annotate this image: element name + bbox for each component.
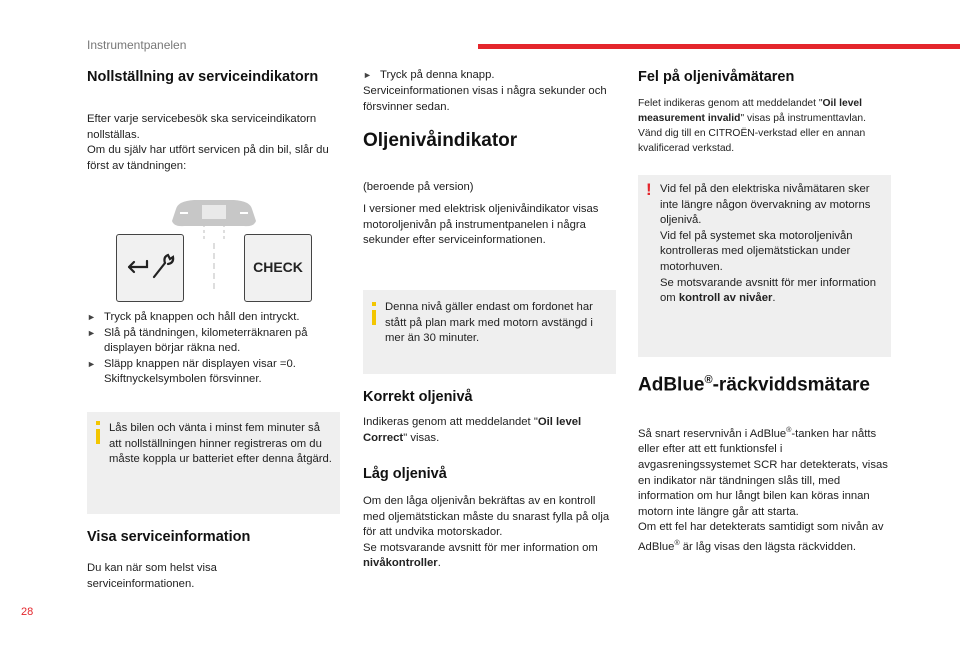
wrench-return-icon (117, 235, 183, 301)
info-icon (96, 429, 100, 444)
header-accent-bar (478, 44, 960, 49)
oil-version-note: (beroende på version) (363, 181, 474, 193)
fault-warning-box (638, 175, 891, 357)
step-bullet-icon: ► (87, 327, 96, 338)
low-level-title: Låg oljenivå (363, 466, 447, 482)
display-title: Visa serviceinformation (87, 529, 251, 545)
low-level-body (363, 494, 619, 572)
oil-note-text: Denna nivå gäller endast om fordonet har stått på plan mark med motorn avstängd i mer än 30 minuter. (385, 301, 593, 345)
adblue-paragraph-1: Så snart reservnivån i AdBlue®-tanken har nåtts eller efter att ett funktionsfel i avgasreningssystemet SCR har detekterats, visas en indikator när tändningen slås till, med information om hur långt bilen kan köras innan motorn inte längre går att starta. (638, 427, 888, 518)
fault-warning-reference: Se motsvarande avsnitt för mer information om kontroll av nivåer. (660, 276, 876, 305)
display-steps (363, 68, 613, 84)
fault-warning-line-1: Vid fel på den elektriska nivåmätaren sker inte längre någon övervakning av motorns oljenivå. (660, 183, 871, 227)
fault-warning-text (660, 182, 886, 307)
reset-step-2: ► Slå på tändningen, kilometerräknaren på displayen börjar räkna ned. (87, 326, 308, 355)
service-reset-button (116, 234, 184, 302)
reset-intro-line-1: Efter varje servicebesök ska serviceindikatorn nollställas. (87, 113, 317, 141)
correct-level-text: Indikeras genom att meddelandet "Oil level Correct" visas. (363, 416, 582, 444)
reset-intro (87, 112, 342, 174)
display-after-steps: Serviceinformationen visas i några sekunder och försvinner sedan. (363, 85, 607, 113)
reset-step-1: ► Tryck på knappen och håll den intryckt. (87, 310, 337, 326)
step-bullet-icon: ► (87, 358, 96, 369)
step-bullet-icon: ► (363, 70, 372, 80)
low-level-text: Om den låga oljenivån bekräftas av en kontroll med oljemätstickan måste du snarast fylla på olja för att undvika motorskador. (363, 495, 610, 539)
reset-note-text: Lås bilen och vänta i minst fem minuter så att nollställningen hinner registreras om du måste koppla ur batteriet efter denna åtgärd. (109, 422, 332, 466)
section-header: Instrumentpanelen (87, 38, 187, 52)
check-label: CHECK (253, 259, 303, 275)
info-icon (372, 310, 376, 325)
reset-note-box (87, 412, 340, 514)
reset-intro-line-2: Om du själv har utfört servicen på din bil, slår du först av tändningen: (87, 144, 329, 172)
display-text: Du kan när som helst visa serviceinformationen. (87, 562, 217, 590)
oil-note-box (363, 290, 616, 374)
fault-warning-line-2: Vid fel på systemet ska motoroljenivån kontrolleras med oljemätstickan under motorhuven. (660, 229, 853, 273)
adblue-paragraph-2: Om ett fel har detekterats samtidigt som nivån av AdBlue® är låg visas den lägsta räckvidden. (638, 521, 884, 553)
low-level-reference: Se motsvarande avsnitt för mer information om nivåkontroller. (363, 541, 598, 570)
oil-gauge-fault-text: Felet indikeras genom att meddelandet "Oil level measurement invalid" visas på instrumenttavlan. Vänd dig till en CITROËN-verkstad eller en annan kvalificerad verkstad. (638, 98, 866, 154)
step-bullet-icon: ► (87, 312, 96, 322)
oil-indicator-title: Oljenivåindikator (363, 130, 518, 151)
warning-icon: ! (646, 180, 652, 199)
page-number: 28 (21, 606, 34, 618)
reset-steps (87, 310, 337, 388)
oil-gauge-fault-title: Fel på oljenivåmätaren (638, 69, 795, 85)
display-step-1: ► Tryck på denna knapp. (363, 68, 613, 84)
oil-indicator-text: I versioner med elektrisk oljenivåindikator visas motoroljenivån på instrumentpanelen i några sekunder efter serviceinformationen. (363, 203, 599, 247)
reset-step-3: ► Släpp knappen när displayen visar =0. Skiftnyckelsymbolen försvinner. (87, 357, 296, 386)
adblue-title: AdBlue®-räckviddsmätare (638, 374, 870, 396)
reset-title: Nollställning av serviceindikatorn (87, 69, 319, 85)
correct-level-title: Korrekt oljenivå (363, 389, 473, 405)
check-button (244, 234, 312, 302)
adblue-body (638, 423, 894, 555)
